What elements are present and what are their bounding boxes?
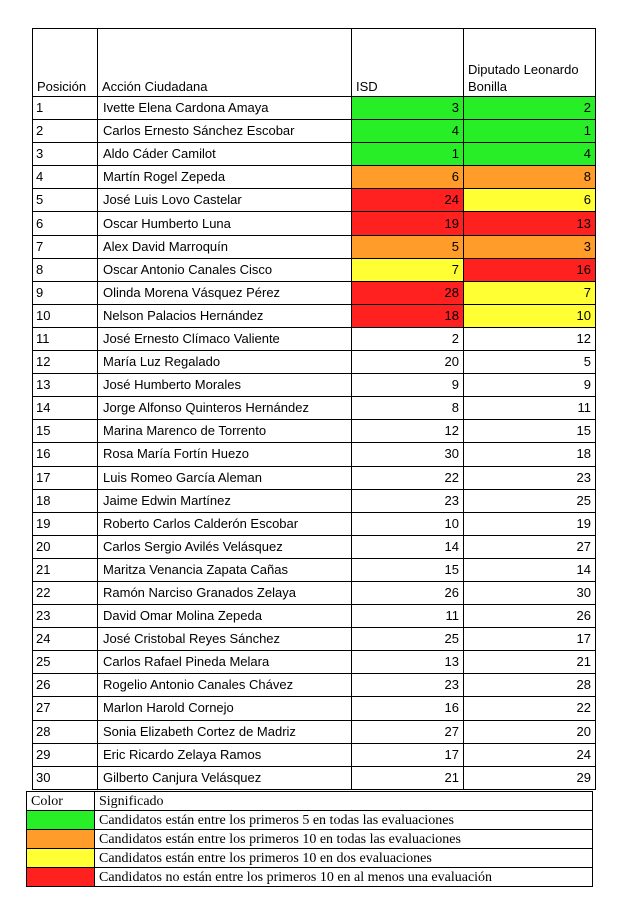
candidate-name-cell: Rogelio Antonio Canales Chávez bbox=[98, 674, 352, 697]
table-row bbox=[33, 512, 596, 535]
candidate-name-cell: Gilberto Canjura Velásquez bbox=[98, 766, 352, 789]
header-position: Posición bbox=[33, 29, 98, 97]
candidate-name-cell: Rosa María Fortín Huezo bbox=[98, 443, 352, 466]
deputy-rank-cell: 20 bbox=[464, 720, 596, 743]
legend-swatch-green bbox=[27, 811, 95, 830]
candidate-name-cell: Ramón Narciso Granados Zelaya bbox=[98, 581, 352, 604]
header-party: Acción Ciudadana bbox=[98, 29, 352, 97]
position-cell: 4 bbox=[33, 166, 98, 189]
header-isd: ISD bbox=[352, 29, 464, 97]
position-cell: 20 bbox=[33, 535, 98, 558]
deputy-rank-cell: 15 bbox=[464, 420, 596, 443]
isd-rank-cell: 18 bbox=[352, 304, 464, 327]
candidate-name-cell: Maritza Venancia Zapata Cañas bbox=[98, 558, 352, 581]
deputy-rank-cell: 2 bbox=[464, 97, 596, 120]
legend-header-color: Color bbox=[27, 792, 95, 811]
candidate-name-cell: Ivette Elena Cardona Amaya bbox=[98, 97, 352, 120]
deputy-rank-cell: 21 bbox=[464, 651, 596, 674]
deputy-rank-cell: 22 bbox=[464, 697, 596, 720]
position-cell: 28 bbox=[33, 720, 98, 743]
candidate-name-cell: Olinda Morena Vásquez Pérez bbox=[98, 281, 352, 304]
candidate-name-cell: Jorge Alfonso Quinteros Hernández bbox=[98, 397, 352, 420]
table-row bbox=[33, 189, 596, 212]
isd-rank-cell: 21 bbox=[352, 766, 464, 789]
position-cell: 3 bbox=[33, 143, 98, 166]
deputy-rank-cell: 19 bbox=[464, 512, 596, 535]
position-cell: 30 bbox=[33, 766, 98, 789]
isd-rank-cell: 9 bbox=[352, 374, 464, 397]
ranking-table bbox=[32, 28, 596, 790]
isd-rank-cell: 8 bbox=[352, 397, 464, 420]
deputy-rank-cell: 23 bbox=[464, 466, 596, 489]
isd-rank-cell: 22 bbox=[352, 466, 464, 489]
candidate-name-cell: David Omar Molina Zepeda bbox=[98, 605, 352, 628]
color-legend bbox=[26, 791, 593, 887]
legend-row bbox=[27, 849, 593, 868]
candidate-name-cell: José Luis Lovo Castelar bbox=[98, 189, 352, 212]
table-row bbox=[33, 212, 596, 235]
table-row bbox=[33, 489, 596, 512]
isd-rank-cell: 16 bbox=[352, 697, 464, 720]
candidate-name-cell: Roberto Carlos Calderón Escobar bbox=[98, 512, 352, 535]
deputy-rank-cell: 25 bbox=[464, 489, 596, 512]
legend-text: Candidatos están entre los primeros 10 en dos evaluaciones bbox=[95, 849, 593, 868]
table-row bbox=[33, 397, 596, 420]
position-cell: 23 bbox=[33, 605, 98, 628]
isd-rank-cell: 20 bbox=[352, 351, 464, 374]
isd-rank-cell: 28 bbox=[352, 281, 464, 304]
legend-swatch-yellow bbox=[27, 849, 95, 868]
table-row bbox=[33, 304, 596, 327]
candidate-name-cell: Oscar Antonio Canales Cisco bbox=[98, 258, 352, 281]
table-row bbox=[33, 443, 596, 466]
candidate-name-cell: Carlos Ernesto Sánchez Escobar bbox=[98, 120, 352, 143]
isd-rank-cell: 19 bbox=[352, 212, 464, 235]
candidate-name-cell: Jaime Edwin Martínez bbox=[98, 489, 352, 512]
table-row bbox=[33, 535, 596, 558]
table-row bbox=[33, 97, 596, 120]
table-row bbox=[33, 697, 596, 720]
isd-rank-cell: 30 bbox=[352, 443, 464, 466]
table-row bbox=[33, 235, 596, 258]
isd-rank-cell: 5 bbox=[352, 235, 464, 258]
position-cell: 14 bbox=[33, 397, 98, 420]
position-cell: 13 bbox=[33, 374, 98, 397]
header-deputy: Diputado Leonardo Bonilla bbox=[464, 29, 596, 97]
deputy-rank-cell: 27 bbox=[464, 535, 596, 558]
position-cell: 11 bbox=[33, 327, 98, 350]
deputy-rank-cell: 4 bbox=[464, 143, 596, 166]
legend-text: Candidatos están entre los primeros 5 en todas las evaluaciones bbox=[95, 811, 593, 830]
position-cell: 29 bbox=[33, 743, 98, 766]
legend-body bbox=[27, 811, 593, 887]
deputy-rank-cell: 10 bbox=[464, 304, 596, 327]
isd-rank-cell: 10 bbox=[352, 512, 464, 535]
deputy-rank-cell: 6 bbox=[464, 189, 596, 212]
deputy-rank-cell: 3 bbox=[464, 235, 596, 258]
deputy-rank-cell: 11 bbox=[464, 397, 596, 420]
isd-rank-cell: 24 bbox=[352, 189, 464, 212]
candidate-name-cell: Eric Ricardo Zelaya Ramos bbox=[98, 743, 352, 766]
isd-rank-cell: 1 bbox=[352, 143, 464, 166]
table-row bbox=[33, 143, 596, 166]
position-cell: 2 bbox=[33, 120, 98, 143]
isd-rank-cell: 3 bbox=[352, 97, 464, 120]
table-row bbox=[33, 281, 596, 304]
table-row bbox=[33, 674, 596, 697]
position-cell: 8 bbox=[33, 258, 98, 281]
position-cell: 5 bbox=[33, 189, 98, 212]
deputy-rank-cell: 28 bbox=[464, 674, 596, 697]
candidate-name-cell: José Humberto Morales bbox=[98, 374, 352, 397]
legend-header bbox=[27, 792, 593, 811]
candidate-name-cell: María Luz Regalado bbox=[98, 351, 352, 374]
candidate-name-cell: Marina Marenco de Torrento bbox=[98, 420, 352, 443]
table-row bbox=[33, 258, 596, 281]
deputy-rank-cell: 24 bbox=[464, 743, 596, 766]
deputy-rank-cell: 26 bbox=[464, 605, 596, 628]
position-cell: 7 bbox=[33, 235, 98, 258]
deputy-rank-cell: 18 bbox=[464, 443, 596, 466]
position-cell: 1 bbox=[33, 97, 98, 120]
position-cell: 9 bbox=[33, 281, 98, 304]
candidate-name-cell: Martín Rogel Zepeda bbox=[98, 166, 352, 189]
ranking-table-header bbox=[33, 29, 596, 97]
table-row bbox=[33, 581, 596, 604]
isd-rank-cell: 17 bbox=[352, 743, 464, 766]
ranking-table-body bbox=[33, 97, 596, 790]
position-cell: 27 bbox=[33, 697, 98, 720]
isd-rank-cell: 4 bbox=[352, 120, 464, 143]
table-row bbox=[33, 628, 596, 651]
legend-row bbox=[27, 868, 593, 887]
candidate-name-cell: José Cristobal Reyes Sánchez bbox=[98, 628, 352, 651]
candidate-name-cell: José Ernesto Clímaco Valiente bbox=[98, 327, 352, 350]
position-cell: 24 bbox=[33, 628, 98, 651]
legend-text: Candidatos no están entre los primeros 10 en al menos una evaluación bbox=[95, 868, 593, 887]
legend-swatch-orange bbox=[27, 830, 95, 849]
table-row bbox=[33, 743, 596, 766]
position-cell: 10 bbox=[33, 304, 98, 327]
position-cell: 12 bbox=[33, 351, 98, 374]
legend-header-meaning: Significado bbox=[95, 792, 593, 811]
table-row bbox=[33, 720, 596, 743]
table-row bbox=[33, 558, 596, 581]
isd-rank-cell: 14 bbox=[352, 535, 464, 558]
isd-rank-cell: 27 bbox=[352, 720, 464, 743]
position-cell: 26 bbox=[33, 674, 98, 697]
deputy-rank-cell: 9 bbox=[464, 374, 596, 397]
legend-text: Candidatos están entre los primeros 10 en todas las evaluaciones bbox=[95, 830, 593, 849]
position-cell: 6 bbox=[33, 212, 98, 235]
isd-rank-cell: 23 bbox=[352, 489, 464, 512]
position-cell: 19 bbox=[33, 512, 98, 535]
table-row bbox=[33, 327, 596, 350]
deputy-rank-cell: 29 bbox=[464, 766, 596, 789]
isd-rank-cell: 15 bbox=[352, 558, 464, 581]
isd-rank-cell: 25 bbox=[352, 628, 464, 651]
legend-swatch-red bbox=[27, 868, 95, 887]
candidate-name-cell: Sonia Elizabeth Cortez de Madriz bbox=[98, 720, 352, 743]
candidate-name-cell: Carlos Sergio Avilés Velásquez bbox=[98, 535, 352, 558]
deputy-rank-cell: 12 bbox=[464, 327, 596, 350]
deputy-rank-cell: 13 bbox=[464, 212, 596, 235]
isd-rank-cell: 23 bbox=[352, 674, 464, 697]
table-row bbox=[33, 166, 596, 189]
deputy-rank-cell: 5 bbox=[464, 351, 596, 374]
legend-header-row bbox=[27, 792, 593, 811]
table-row bbox=[33, 420, 596, 443]
position-cell: 18 bbox=[33, 489, 98, 512]
position-cell: 22 bbox=[33, 581, 98, 604]
header-row bbox=[33, 29, 596, 97]
isd-rank-cell: 13 bbox=[352, 651, 464, 674]
candidate-name-cell: Aldo Cáder Camilot bbox=[98, 143, 352, 166]
table-row bbox=[33, 605, 596, 628]
candidate-name-cell: Oscar Humberto Luna bbox=[98, 212, 352, 235]
isd-rank-cell: 2 bbox=[352, 327, 464, 350]
table-row bbox=[33, 651, 596, 674]
legend-row bbox=[27, 830, 593, 849]
isd-rank-cell: 12 bbox=[352, 420, 464, 443]
candidate-name-cell: Luis Romeo García Aleman bbox=[98, 466, 352, 489]
candidate-name-cell: Alex David Marroquín bbox=[98, 235, 352, 258]
position-cell: 17 bbox=[33, 466, 98, 489]
deputy-rank-cell: 30 bbox=[464, 581, 596, 604]
deputy-rank-cell: 17 bbox=[464, 628, 596, 651]
table-row bbox=[33, 466, 596, 489]
isd-rank-cell: 26 bbox=[352, 581, 464, 604]
position-cell: 25 bbox=[33, 651, 98, 674]
legend-row bbox=[27, 811, 593, 830]
position-cell: 16 bbox=[33, 443, 98, 466]
candidate-name-cell: Carlos Rafael Pineda Melara bbox=[98, 651, 352, 674]
table-row bbox=[33, 766, 596, 789]
deputy-rank-cell: 7 bbox=[464, 281, 596, 304]
table-row bbox=[33, 120, 596, 143]
position-cell: 21 bbox=[33, 558, 98, 581]
isd-rank-cell: 6 bbox=[352, 166, 464, 189]
deputy-rank-cell: 16 bbox=[464, 258, 596, 281]
candidate-name-cell: Nelson Palacios Hernández bbox=[98, 304, 352, 327]
deputy-rank-cell: 14 bbox=[464, 558, 596, 581]
deputy-rank-cell: 1 bbox=[464, 120, 596, 143]
table-row bbox=[33, 351, 596, 374]
isd-rank-cell: 7 bbox=[352, 258, 464, 281]
table-row bbox=[33, 374, 596, 397]
position-cell: 15 bbox=[33, 420, 98, 443]
candidate-name-cell: Marlon Harold Cornejo bbox=[98, 697, 352, 720]
deputy-rank-cell: 8 bbox=[464, 166, 596, 189]
isd-rank-cell: 11 bbox=[352, 605, 464, 628]
